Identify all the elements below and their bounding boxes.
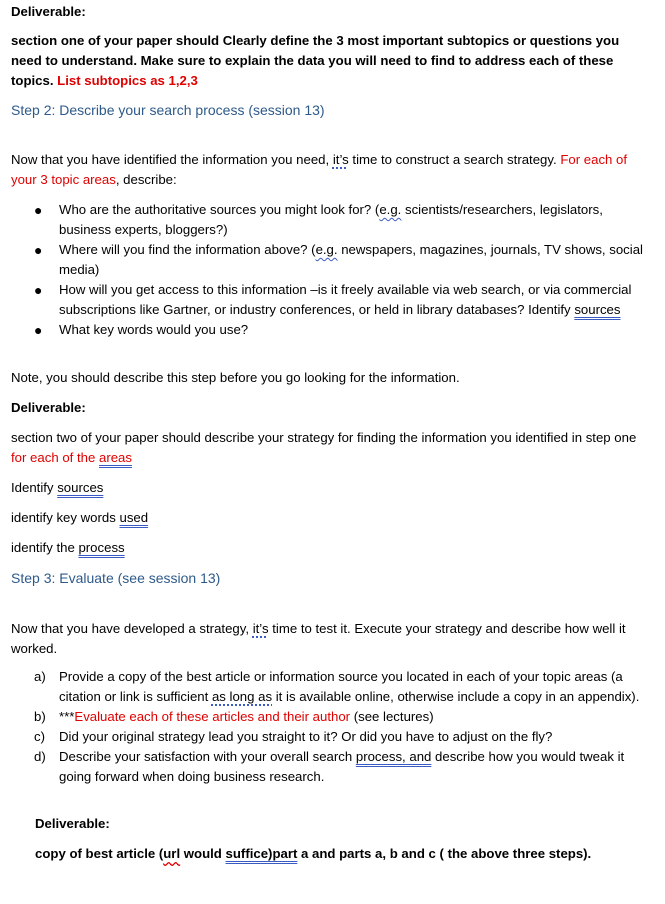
list-marker: d) [34, 749, 46, 764]
grammar-flag-suffice: suffice)part [225, 846, 298, 861]
spell-flag-eg: e.g. [315, 242, 338, 257]
bullet-text: What key words would you use? [59, 322, 249, 337]
deliverable-label-3: Deliverable: [35, 816, 110, 831]
list-item [0, 747, 645, 787]
list-marker: c) [34, 729, 45, 744]
bullet-list [0, 200, 645, 340]
identify-text: Identify [11, 480, 54, 495]
evaluate-highlight: Evaluate each of these articles and their author [74, 709, 351, 724]
lettered-list [0, 667, 645, 787]
section-one-paragraph [11, 31, 645, 91]
list-text: Did your original strategy lead you straight to it? Or did you have to adjust on the fly? [59, 729, 553, 744]
list-marker: b) [34, 709, 46, 724]
grammar-flag-process-and: process, and [355, 749, 432, 764]
section-two-paragraph [11, 428, 645, 468]
list-subtopics-note: List subtopics as 1,2,3 [57, 73, 198, 88]
stars-text: *** [59, 709, 75, 724]
final-deliverable-line [35, 844, 645, 864]
note-text: Note, you should describe this step before you go looking for the information. [11, 370, 460, 385]
step3-intro-text-2: time to test it. Execute your strategy and describe how well it worked. [11, 621, 626, 656]
list-item [0, 240, 645, 280]
bullet-icon: ● [34, 282, 43, 298]
step3-intro-text: Now that you have developed a strategy, [11, 621, 250, 636]
grammar-flag-areas: areas [98, 450, 132, 465]
deliverable-label-2: Deliverable: [11, 400, 86, 415]
step2-intro [11, 150, 645, 190]
bullet-text: Who are the authoritative sources you might look for? ( [59, 202, 380, 217]
spell-flag-eg: e.g. [379, 202, 402, 217]
grammar-flag-as-long-as: as long as [211, 689, 273, 704]
section-two-text: section two of your paper should describe your strategy for finding the information you identified in step one [11, 430, 637, 445]
bullet-icon: ● [34, 242, 43, 258]
identify-keywords-line [11, 508, 645, 528]
list-item [0, 667, 645, 707]
step2-heading: Step 2: Describe your search process (session 13) [11, 102, 325, 118]
identify-text: identify the [11, 540, 75, 555]
step2-intro-text: Now that you have identified the information you need, [11, 152, 330, 167]
list-marker: a) [34, 669, 46, 684]
final-text: would [180, 846, 222, 861]
step3-intro [11, 619, 645, 659]
grammar-flag-process: process [78, 540, 125, 555]
bullet-icon: ● [34, 322, 43, 338]
list-text: describe how you would tweak it going forward when doing business research. [59, 749, 625, 784]
step2-intro-end: , describe: [115, 172, 177, 187]
spell-flag-url: url [163, 846, 181, 861]
list-item [0, 727, 645, 747]
identify-text: identify key words [11, 510, 116, 525]
section-one-text: section one of your paper should Clearly define the 3 most important subtopics or questions you need to understand. Make sure to explain the data you will need to find to address each of these topics. [11, 33, 620, 88]
identify-sources-line [11, 478, 645, 498]
grammar-flag-sources-2: sources [57, 480, 104, 495]
bullet-text: Where will you find the information above? ( [59, 242, 316, 257]
deliverable-label-1: Deliverable: [11, 4, 86, 19]
for-each-highlight: for each of the [11, 450, 96, 465]
list-item [0, 320, 645, 340]
grammar-flag-its-2: it’s [252, 621, 269, 636]
identify-process-line [11, 538, 645, 558]
list-item [0, 280, 645, 320]
list-text: Provide a copy of the best article or information source you located in each of your topic areas (a citation or link is sufficient [59, 669, 623, 704]
grammar-flag-sources: sources [574, 302, 621, 317]
bullet-icon: ● [34, 202, 43, 218]
final-text: copy of best article ( [35, 846, 164, 861]
step2-intro-text-2: time to construct a search strategy. [352, 152, 557, 167]
bullet-text: How will you get access to this information –is it freely available via web search, or via commercial subscriptions like Gartner, or industry conferences, or held in library databases? Identify [59, 282, 632, 317]
list-text: (see lectures) [350, 709, 434, 724]
list-text: it is available online, otherwise include a copy in an appendix). [275, 689, 640, 704]
topic-areas-highlight: For each of your 3 topic areas [11, 152, 628, 187]
list-item [0, 707, 645, 727]
step3-heading: Step 3: Evaluate (see session 13) [11, 570, 221, 586]
final-text: a and parts a, b and c ( the above three steps). [297, 846, 592, 861]
list-item [0, 200, 645, 240]
grammar-flag-used: used [119, 510, 149, 525]
bullet-text: scientists/researchers, legislators, business experts, bloggers?) [59, 202, 603, 237]
grammar-flag-its: it’s [332, 152, 349, 167]
bullet-text: newspapers, magazines, journals, TV shows, social media) [59, 242, 643, 277]
list-text: Describe your satisfaction with your overall search [59, 749, 353, 764]
